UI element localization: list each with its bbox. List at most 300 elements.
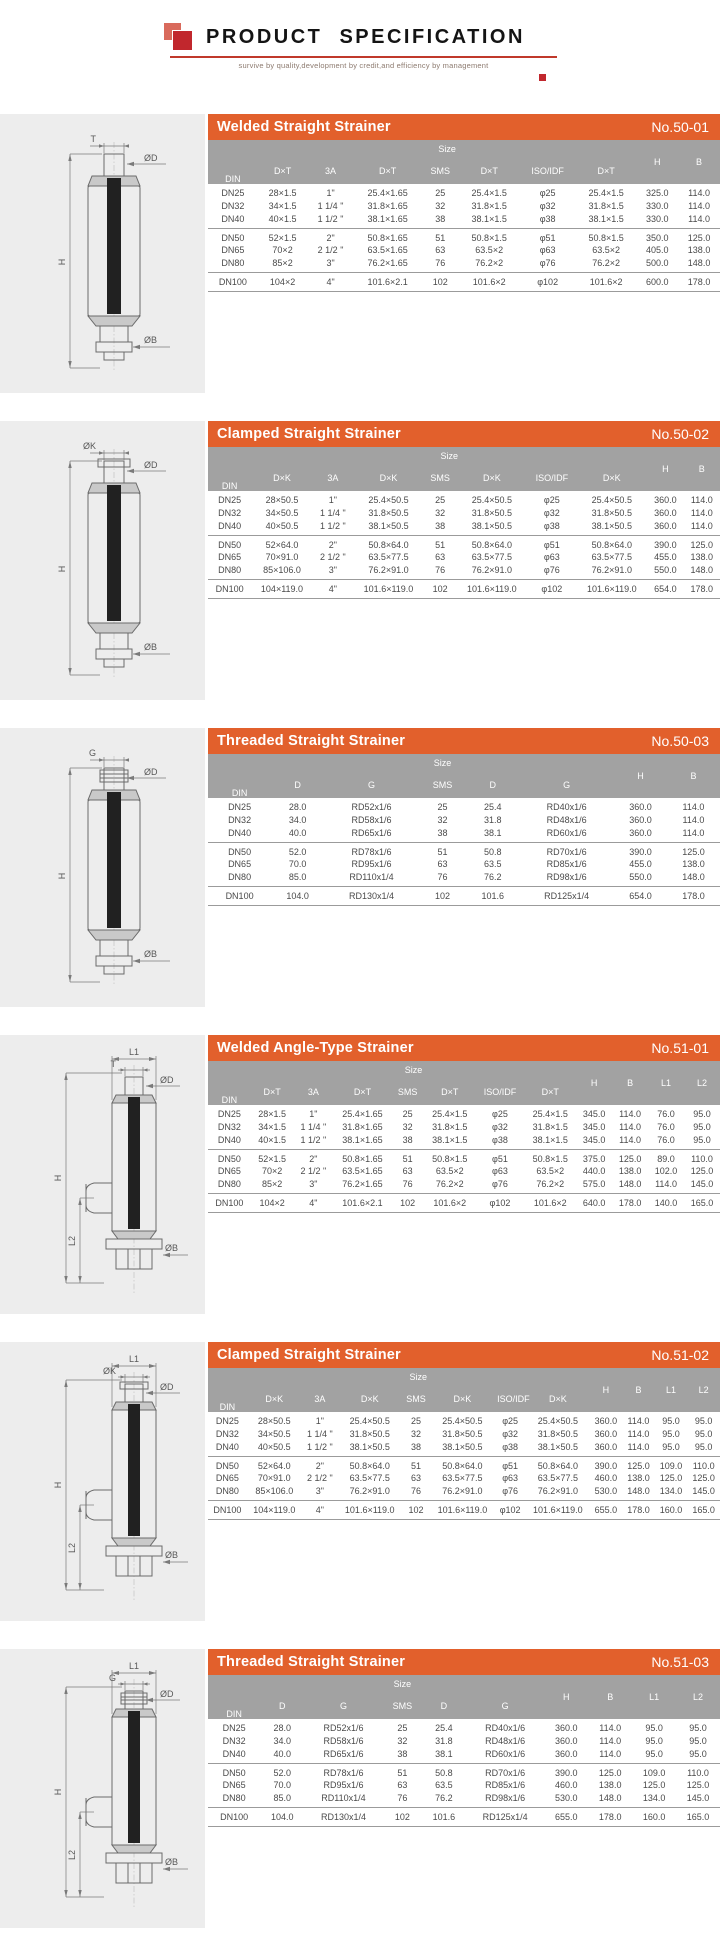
- table-cell: 360.0: [629, 814, 652, 825]
- table-cell: 38.1×1.65: [342, 1134, 383, 1145]
- table-cell: 1 1/4 ": [307, 1428, 333, 1439]
- table-cell: 63: [437, 859, 448, 870]
- table-cell: φ102: [537, 277, 559, 288]
- table-cell: 63: [435, 552, 446, 563]
- table-cell: 1": [326, 188, 335, 198]
- table-cell: φ102: [499, 1505, 521, 1516]
- table-cell: 76.0: [657, 1121, 675, 1132]
- col-header: D×T: [459, 158, 519, 184]
- table-cell: 655.0: [555, 1812, 578, 1823]
- dimension-table: [208, 1061, 720, 1213]
- table-panel: [205, 714, 720, 1021]
- table-cell: 76.0: [657, 1109, 675, 1119]
- table-cell: 178.0: [618, 1198, 642, 1209]
- table-cell: DN25: [217, 1109, 241, 1119]
- brand-title: PRODUCT SPECIFICATION: [206, 26, 525, 48]
- table-row: [208, 535, 720, 551]
- table-cell: 76.0: [657, 1134, 675, 1145]
- col-header: D×T: [424, 1079, 476, 1105]
- table-cell: DN100: [225, 891, 254, 902]
- table-cell: 95.0: [662, 1428, 680, 1439]
- table-cell: 34×1.5: [258, 1121, 286, 1132]
- table-cell: DN100: [215, 1198, 244, 1209]
- table-row: [208, 1178, 720, 1194]
- col-header-din: DIN: [208, 754, 271, 798]
- table-cell: 85×2: [272, 258, 293, 269]
- table-cell: φ38: [502, 1441, 519, 1452]
- table-cell: φ32: [543, 507, 560, 518]
- table-cell: 63.5×77.5: [368, 552, 409, 563]
- table-cell: 95.0: [693, 1109, 711, 1119]
- col-header-din: DIN: [208, 1061, 251, 1105]
- table-cell: RD40x1/6: [485, 1723, 526, 1733]
- table-cell: 50.8×64.0: [349, 1460, 390, 1471]
- table-cell: 76.2×1.65: [367, 258, 408, 269]
- table-cell: 350.0: [645, 232, 669, 243]
- table-cell: 148.0: [690, 565, 714, 576]
- table-cell: 38.1: [435, 1748, 453, 1759]
- drawing-panel: [0, 1649, 205, 1928]
- dimension-table: [208, 1368, 720, 1520]
- table-cell: 34×50.5: [265, 507, 299, 518]
- bottom-shoulder: [112, 1538, 156, 1546]
- bottom-shoulder: [88, 930, 140, 940]
- table-row: [208, 1165, 720, 1178]
- mesh-core: [128, 1097, 140, 1229]
- table-cell: 3": [326, 258, 335, 269]
- dim-label-d: ØD: [143, 460, 157, 470]
- table-row: [208, 1427, 720, 1440]
- table-cell: 360.0: [654, 507, 677, 518]
- table-cell: 114.0: [690, 520, 713, 531]
- table-cell: 3": [309, 1179, 318, 1190]
- table-cell: 63.5×77.5: [349, 1473, 390, 1484]
- table-cell: 102: [408, 1505, 424, 1516]
- section-code: No.50-01: [651, 119, 709, 135]
- col-header: 3A: [293, 1079, 333, 1105]
- table-cell: 63.5: [483, 859, 502, 870]
- col-header: D×T: [333, 1079, 391, 1105]
- table-cell: 1": [309, 1109, 318, 1119]
- table-cell: 85.0: [288, 872, 307, 883]
- table-row: [208, 1734, 720, 1747]
- table-cell: DN100: [220, 1812, 249, 1823]
- table-cell: 95.0: [689, 1735, 707, 1746]
- table-cell: 440.0: [582, 1166, 606, 1177]
- table-row: [208, 228, 720, 244]
- col-header-extra: B: [612, 1061, 648, 1105]
- section-code: No.50-02: [651, 426, 709, 442]
- col-header: SMS: [424, 465, 457, 491]
- table-cell: 165.0: [692, 1505, 715, 1516]
- table-cell: 38.1×50.5: [368, 520, 409, 531]
- col-header: SMS: [392, 1079, 424, 1105]
- table-cell: 50.8×1.5: [588, 232, 624, 243]
- table-row: [208, 519, 720, 535]
- table-cell: 51: [437, 846, 448, 857]
- table-cell: 114.0: [690, 507, 713, 518]
- table-cell: 1": [328, 495, 337, 505]
- table-cell: 575.0: [582, 1179, 606, 1190]
- table-cell: 101.6×119.0: [586, 584, 637, 595]
- table-cell: 25: [435, 188, 446, 198]
- brand-logo-icon: [164, 23, 200, 57]
- col-header-extra: B: [667, 754, 720, 798]
- table-cell: DN65: [215, 1473, 239, 1484]
- table-cell: 25.4×1.5: [471, 188, 507, 198]
- dim-label-top: G: [108, 1673, 116, 1683]
- table-cell: 52×64.0: [257, 1460, 291, 1471]
- table-row: [208, 1763, 720, 1779]
- table-cell: 50.8×1.5: [432, 1153, 468, 1164]
- section-title-bar: [208, 1342, 720, 1368]
- table-cell: 114.0: [599, 1735, 622, 1746]
- table-cell: 95.0: [689, 1723, 707, 1733]
- dim-label-l2: L2: [66, 1235, 77, 1247]
- table-cell: RD60x1/6: [485, 1748, 526, 1759]
- table-cell: 101.6×2: [589, 277, 623, 288]
- col-header: D×T: [354, 158, 422, 184]
- drawing-panel: [0, 1342, 205, 1621]
- table-cell: RD78x1/6: [351, 846, 392, 857]
- table-cell: 32: [435, 200, 446, 211]
- table-cell: 28×1.5: [258, 1109, 286, 1119]
- table-cell: 28.0: [288, 802, 307, 812]
- col-header: D: [271, 772, 324, 798]
- table-cell: 25.4×1.65: [342, 1109, 383, 1119]
- table-panel: [205, 407, 720, 714]
- table-row: [208, 826, 720, 842]
- table-cell: φ51: [492, 1153, 508, 1164]
- table-cell: 104×2: [269, 277, 296, 288]
- size-band-label: Size: [271, 754, 614, 772]
- dim-label-h: H: [56, 565, 67, 573]
- table-cell: 38: [437, 827, 448, 838]
- table-cell: 31.8×1.5: [532, 1121, 568, 1132]
- table-cell: 50.8×64.0: [591, 539, 632, 550]
- dim-label-top: ØK: [102, 1366, 116, 1376]
- table-panel: [205, 1328, 720, 1635]
- table-cell: φ32: [492, 1121, 508, 1132]
- table-cell: 31.8×1.65: [342, 1121, 383, 1132]
- table-cell: 85×106.0: [255, 1486, 294, 1497]
- table-cell: RD65x1/6: [351, 827, 392, 838]
- table-cell: DN25: [218, 495, 242, 505]
- col-header: SMS: [422, 158, 459, 184]
- table-cell: 550.0: [654, 565, 677, 576]
- table-cell: 360.0: [555, 1735, 578, 1746]
- table-row: [208, 1120, 720, 1133]
- table-cell: φ25: [502, 1416, 519, 1426]
- table-cell: 360.0: [629, 827, 652, 838]
- table-cell: 101.6×119.0: [467, 584, 517, 595]
- strainer-drawing: [32, 736, 202, 998]
- table-cell: 63.5×77.5: [442, 1473, 483, 1484]
- table-cell: 63.5×2: [592, 245, 620, 256]
- table-cell: 114.0: [627, 1416, 650, 1426]
- table-cell: φ51: [543, 539, 560, 550]
- table-cell: 114.0: [627, 1441, 650, 1452]
- table-cell: DN100: [218, 277, 247, 288]
- table-cell: 25.4×50.5: [442, 1416, 483, 1426]
- table-cell: 25.4×50.5: [368, 495, 409, 505]
- table-cell: 50.8×64.0: [537, 1460, 579, 1471]
- table-cell: RD95x1/6: [323, 1780, 364, 1791]
- table-cell: 76.2: [435, 1793, 453, 1804]
- dim-label-d: ØD: [159, 1075, 173, 1085]
- table-cell: 31.8×1.65: [367, 200, 408, 211]
- table-cell: 31.8×1.5: [471, 200, 507, 211]
- dimension-table: [208, 1675, 720, 1827]
- table-cell: 50.8×1.5: [532, 1153, 568, 1164]
- col-header: D: [260, 1693, 304, 1719]
- table-cell: RD58x1/6: [323, 1735, 364, 1746]
- table-cell: DN25: [221, 188, 245, 198]
- mesh-core: [107, 485, 121, 621]
- table-cell: 28×50.5: [257, 1416, 291, 1426]
- table-row: [208, 1194, 720, 1213]
- table-cell: 101.6×2: [472, 277, 506, 288]
- table-cell: 101.6×2.1: [367, 277, 408, 288]
- table-cell: 63.5×2: [435, 1166, 464, 1177]
- table-cell: 165.0: [686, 1812, 710, 1823]
- table-cell: 375.0: [582, 1153, 606, 1164]
- table-cell: 455.0: [629, 859, 652, 870]
- table-row: [208, 551, 720, 564]
- col-header-extra: H: [590, 1368, 623, 1412]
- table-cell: φ63: [543, 552, 560, 563]
- col-header-extra: H: [576, 1061, 612, 1105]
- dim-label-l1: L1: [128, 1047, 139, 1057]
- table-cell: 76: [435, 258, 446, 269]
- table-row: [208, 1792, 720, 1808]
- table-cell: 31.8×50.5: [591, 507, 632, 518]
- table-cell: DN32: [222, 1735, 246, 1746]
- table-cell: RD52x1/6: [351, 802, 392, 812]
- table-row: [208, 212, 720, 228]
- table-cell: 38.1×1.5: [432, 1134, 468, 1145]
- col-header-extra: B: [684, 447, 720, 491]
- table-cell: DN40: [221, 213, 245, 224]
- table-cell: 95.0: [662, 1441, 680, 1452]
- section-title: Welded Straight Strainer: [217, 119, 391, 135]
- table-cell: 40×50.5: [257, 1441, 291, 1452]
- dim-label-h: H: [52, 1174, 63, 1182]
- table-row: [208, 491, 720, 506]
- col-header-extra: L2: [676, 1675, 720, 1719]
- table-cell: 101.6×119.0: [437, 1505, 488, 1516]
- table-cell: 31.8×1.5: [588, 200, 624, 211]
- table-cell: 63.5×2: [475, 245, 504, 256]
- table-cell: 63.5×1.65: [367, 245, 408, 256]
- col-header-din: DIN: [208, 1675, 260, 1719]
- table-cell: 178.0: [690, 584, 714, 595]
- table-cell: 360.0: [594, 1428, 618, 1439]
- table-cell: 25: [435, 495, 446, 505]
- drawing-panel: [0, 1035, 205, 1314]
- table-cell: 76.2×2: [592, 258, 620, 269]
- section-code: No.51-02: [651, 1347, 709, 1363]
- table-cell: 76.2×2: [435, 1179, 464, 1190]
- dim-label-b: ØB: [164, 1243, 178, 1253]
- section-title: Clamped Straight Strainer: [217, 426, 401, 442]
- table-cell: 148.0: [618, 1179, 642, 1190]
- table-cell: 145.0: [686, 1793, 710, 1804]
- col-header: G: [519, 772, 614, 798]
- table-row: [208, 1412, 720, 1427]
- strainer-drawing: [32, 429, 202, 691]
- table-cell: 50.8×64.0: [442, 1460, 483, 1471]
- table-cell: 138.0: [618, 1166, 642, 1177]
- table-cell: 76.2×2: [475, 258, 504, 269]
- table-cell: 50.8×1.65: [342, 1153, 383, 1164]
- col-header-extra: H: [614, 754, 667, 798]
- table-cell: 405.0: [645, 245, 669, 256]
- table-cell: 95.0: [693, 1134, 711, 1145]
- table-cell: 38.1×1.5: [471, 213, 507, 224]
- table-cell: 114.0: [619, 1134, 642, 1145]
- table-cell: 3": [328, 565, 337, 576]
- table-cell: 138.0: [690, 552, 714, 563]
- table-cell: 160.0: [659, 1505, 683, 1516]
- table-cell: 40×1.5: [258, 1134, 286, 1145]
- table-cell: 34×1.5: [268, 200, 297, 211]
- table-cell: 25.4×50.5: [349, 1416, 390, 1426]
- section-title: Welded Angle-Type Strainer: [217, 1040, 414, 1056]
- table-cell: 40×50.5: [265, 520, 299, 531]
- table-cell: DN32: [221, 200, 245, 211]
- table-row: [208, 887, 720, 906]
- table-cell: 148.0: [627, 1486, 650, 1497]
- table-cell: RD52x1/6: [323, 1723, 364, 1733]
- table-cell: 101.6: [481, 891, 504, 902]
- table-cell: 2 1/2 ": [307, 1473, 333, 1484]
- table-cell: DN65: [228, 859, 252, 870]
- table-cell: 32: [411, 1428, 422, 1439]
- table-cell: 654.0: [629, 891, 652, 902]
- table-cell: 125.0: [690, 1166, 714, 1177]
- col-header: D: [422, 1693, 466, 1719]
- section-title-bar: [208, 1035, 720, 1061]
- table-cell: 138.0: [627, 1473, 650, 1484]
- dimension-table: [208, 140, 720, 292]
- table-cell: 640.0: [582, 1198, 606, 1209]
- table-cell: 1 1/2 ": [300, 1134, 327, 1145]
- col-header: 3A: [313, 465, 353, 491]
- dimension-table: [208, 754, 720, 906]
- table-cell: 34.0: [273, 1735, 292, 1746]
- col-header-din: DIN: [208, 140, 258, 184]
- col-header: ISO/IDF: [476, 1079, 525, 1105]
- table-cell: 114.0: [682, 814, 705, 825]
- table-cell: 76: [402, 1179, 413, 1190]
- table-cell: DN32: [215, 1428, 239, 1439]
- table-cell: RD125x1/4: [482, 1812, 528, 1823]
- table-cell: 38.1×1.65: [367, 213, 408, 224]
- table-cell: 95.0: [645, 1748, 663, 1759]
- table-cell: 360.0: [555, 1748, 578, 1759]
- dim-label-b: ØB: [143, 335, 157, 345]
- size-band-label: Size: [260, 1675, 544, 1693]
- table-cell: 52.0: [288, 846, 307, 857]
- dim-label-d: ØD: [143, 767, 157, 777]
- col-header: D×K: [526, 1386, 590, 1412]
- dim-label-l1: L1: [128, 1661, 139, 1671]
- col-header-din: DIN: [208, 447, 251, 491]
- section-title-bar: [208, 728, 720, 754]
- table-cell: φ38: [492, 1134, 508, 1145]
- mesh-core: [107, 178, 121, 314]
- table-cell: 2 1/2 ": [317, 245, 344, 256]
- table-cell: 51: [411, 1460, 422, 1471]
- table-cell: 1 1/2 ": [317, 213, 344, 224]
- table-cell: 125.0: [682, 846, 705, 857]
- table-cell: 25.4×1.5: [432, 1109, 468, 1119]
- table-cell: 50.8×1.5: [471, 232, 507, 243]
- col-header: D: [466, 772, 519, 798]
- table-row: [208, 1747, 720, 1763]
- table-row: [208, 842, 720, 858]
- table-cell: 38.1×1.5: [532, 1134, 568, 1145]
- table-cell: 2": [315, 1460, 324, 1471]
- table-cell: 51: [397, 1767, 408, 1778]
- table-row: [208, 1779, 720, 1792]
- table-cell: 28×50.5: [265, 495, 299, 505]
- col-header: D×T: [576, 158, 636, 184]
- table-cell: 114.0: [688, 213, 710, 224]
- table-cell: 125.0: [598, 1767, 622, 1778]
- col-header: D×T: [524, 1079, 576, 1105]
- table-cell: 114.0: [599, 1748, 622, 1759]
- table-cell: 70×91.0: [257, 1473, 291, 1484]
- table-cell: 114.0: [599, 1723, 622, 1733]
- table-cell: φ51: [502, 1460, 519, 1471]
- table-cell: DN65: [217, 1166, 241, 1177]
- size-band-label: Size: [258, 140, 637, 158]
- dim-label-h: H: [56, 258, 67, 266]
- table-cell: 114.0: [682, 802, 705, 812]
- col-header: G: [324, 772, 419, 798]
- table-cell: φ102: [489, 1198, 511, 1209]
- table-cell: 25: [402, 1109, 413, 1119]
- spec-section: [0, 100, 720, 407]
- table-row: [208, 1808, 720, 1827]
- table-cell: 345.0: [582, 1121, 606, 1132]
- table-row: [208, 871, 720, 887]
- table-cell: 114.0: [619, 1109, 642, 1119]
- table-cell: 52×1.5: [258, 1153, 286, 1164]
- table-row: [208, 273, 720, 292]
- table-cell: φ76: [492, 1179, 508, 1190]
- table-cell: DN80: [222, 1793, 246, 1804]
- table-cell: 76.2: [483, 872, 502, 883]
- table-cell: 76: [435, 565, 446, 576]
- table-cell: 138.0: [687, 245, 711, 256]
- table-cell: 51: [402, 1153, 413, 1164]
- table-cell: 76.2×91.0: [537, 1486, 579, 1497]
- table-cell: 102.0: [654, 1166, 678, 1177]
- table-cell: 50.8: [483, 846, 502, 857]
- col-header: D×K: [338, 1386, 402, 1412]
- table-cell: 76: [397, 1793, 408, 1804]
- col-header: D×K: [456, 465, 527, 491]
- table-cell: 104.0: [271, 1812, 294, 1823]
- table-cell: 125.0: [686, 1780, 710, 1791]
- table-cell: DN40: [218, 520, 242, 531]
- table-cell: 25.4: [483, 802, 502, 812]
- table-cell: 138.0: [598, 1780, 622, 1791]
- table-cell: RD78x1/6: [323, 1767, 364, 1778]
